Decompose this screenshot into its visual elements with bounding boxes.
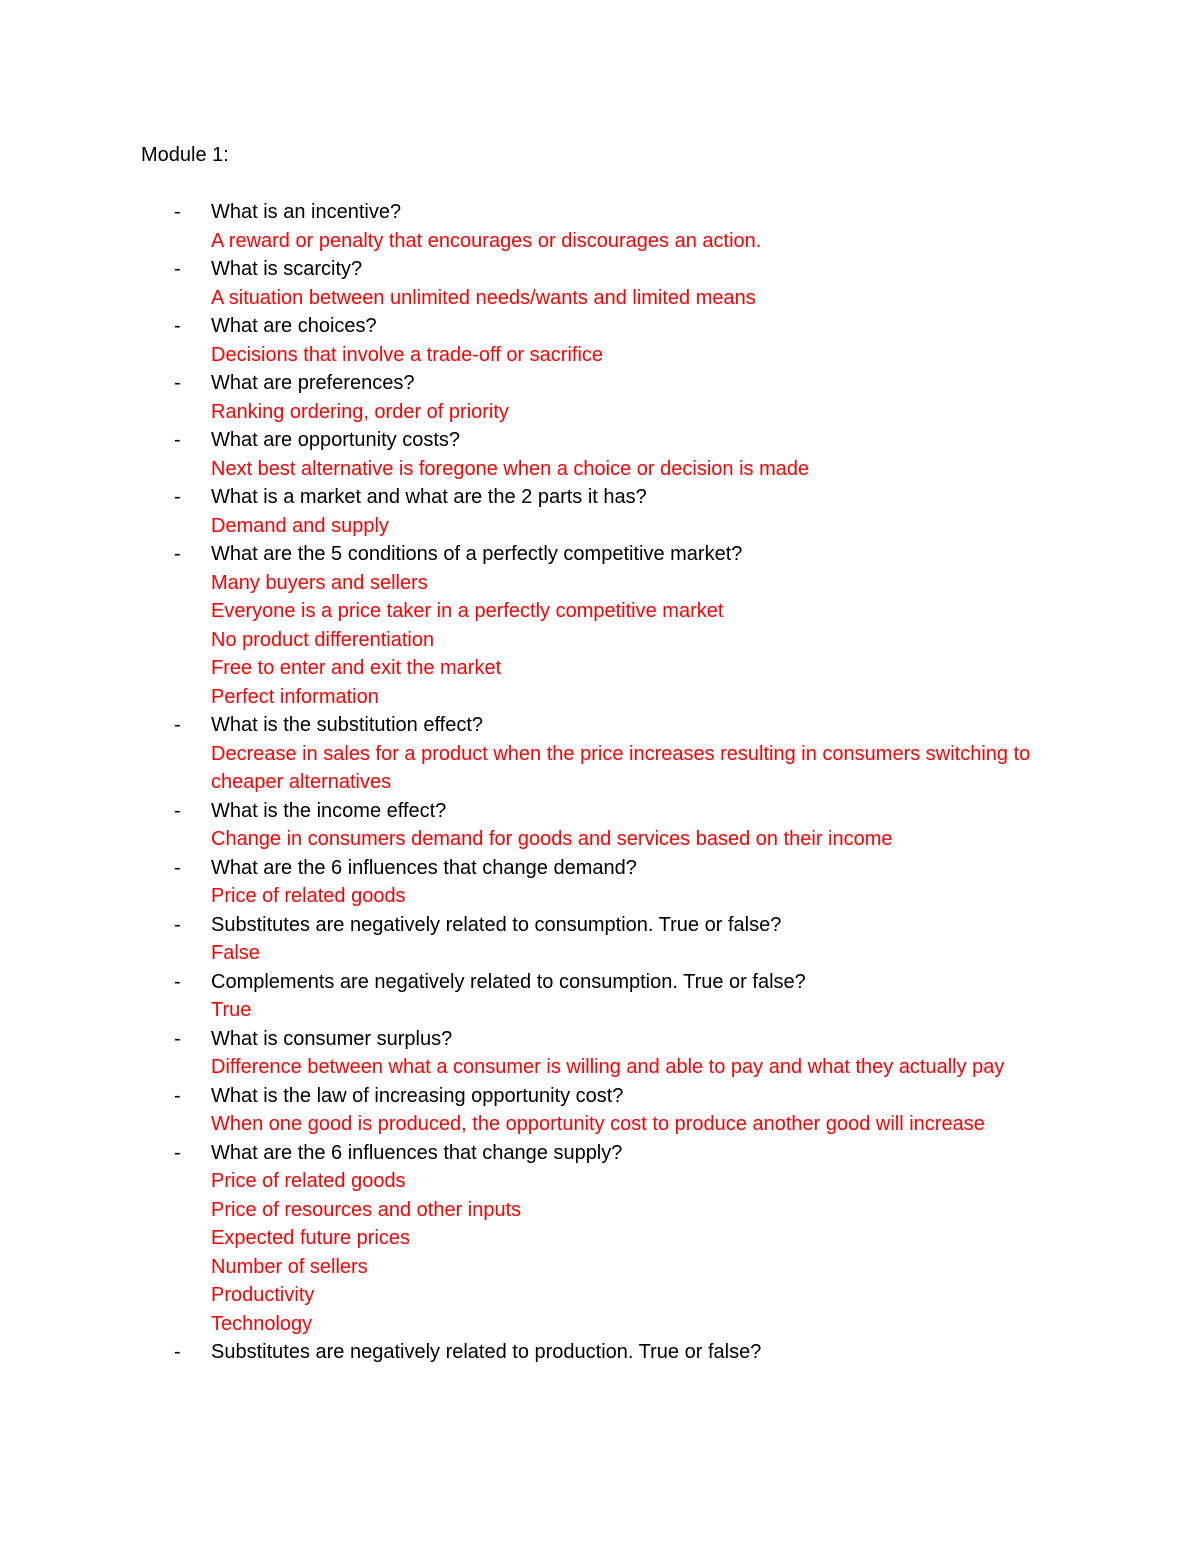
bullet-dash: - [174, 429, 181, 451]
question-text: What are the 6 influences that change demand? [211, 856, 637, 879]
question-text: Substitutes are negatively related to production. True or false? [211, 1341, 762, 1363]
question-text: What is the law of increasing opportunity cost? [211, 1084, 624, 1107]
answer-text: Next best alternative is foregone when a choice or decision is made [211, 457, 810, 480]
answer-text: Price of related goods [211, 885, 406, 907]
answer-text: Price of resources and other inputs [211, 1198, 522, 1221]
answer-text: Perfect information [211, 685, 379, 708]
list-item [0, 198, 1200, 255]
answer-text: A situation between unlimited needs/wants and limited means [211, 286, 756, 309]
answer-text: Many buyers and sellers [211, 571, 428, 594]
bullet-dash: - [174, 543, 181, 565]
bullet-dash: - [174, 1084, 181, 1107]
answer-text: Decrease in sales for a product when the price increases resulting in consumers switching to cheaper alternatives [211, 742, 1031, 793]
answer-text: True [211, 999, 252, 1021]
question-text: What is scarcity? [211, 258, 363, 280]
answer-text: Free to enter and exit the market [211, 657, 502, 679]
question-list [0, 198, 1200, 1367]
list-item [0, 711, 1200, 797]
question-text: What are choices? [211, 315, 377, 337]
question-text: Complements are negatively related to consumption. True or false? [211, 970, 806, 993]
list-item [0, 483, 1200, 540]
answer-text: Productivity [211, 1284, 315, 1306]
answer-text: Change in consumers demand for goods and services based on their income [211, 828, 893, 850]
question-text: What are the 6 influences that change supply? [211, 1141, 623, 1164]
list-item [0, 1082, 1200, 1139]
answer-text: When one good is produced, the opportunity cost to produce another good will increase [211, 1113, 985, 1135]
question-text: What is a market and what are the 2 parts it has? [211, 486, 647, 508]
list-item [0, 911, 1200, 968]
bullet-dash: - [174, 1027, 181, 1050]
list-item [0, 1139, 1200, 1339]
answer-text: Price of related goods [211, 1170, 406, 1192]
bullet-dash: - [174, 201, 181, 223]
question-text: What is an incentive? [211, 201, 402, 223]
list-item [0, 369, 1200, 426]
bullet-dash: - [174, 315, 181, 337]
bullet-dash: - [174, 714, 181, 736]
list-item [0, 968, 1200, 1025]
list-item [0, 854, 1200, 911]
bullet-dash: - [174, 913, 181, 936]
list-item [0, 797, 1200, 854]
answer-text: Technology [211, 1312, 313, 1335]
bullet-dash: - [174, 856, 181, 879]
answer-text: No product differentiation [211, 628, 435, 651]
list-item [0, 255, 1200, 312]
answer-text: Decisions that involve a trade-off or sacrifice [211, 343, 604, 366]
bullet-dash: - [174, 1141, 181, 1164]
answer-text: Expected future prices [211, 1227, 410, 1249]
bullet-dash: - [174, 970, 181, 993]
bullet-dash: - [174, 486, 181, 508]
bullet-dash: - [174, 799, 181, 822]
answer-text: Difference between what a consumer is willing and able to pay and what they actually pay [211, 1056, 1005, 1078]
question-text: What is the substitution effect? [211, 714, 484, 736]
list-item [0, 540, 1200, 711]
answer-text: A reward or penalty that encourages or discourages an action. [211, 229, 762, 252]
question-text: Substitutes are negatively related to consumption. True or false? [211, 913, 782, 936]
question-text: What is the income effect? [211, 799, 447, 822]
list-item [0, 1338, 1200, 1367]
bullet-dash: - [174, 372, 181, 394]
list-item [0, 312, 1200, 369]
question-text: What are opportunity costs? [211, 429, 461, 451]
answer-text: Everyone is a price taker in a perfectly competitive market [211, 600, 724, 622]
bullet-dash: - [174, 1341, 181, 1363]
question-text: What is consumer surplus? [211, 1027, 453, 1050]
question-text: What are the 5 conditions of a perfectly competitive market? [211, 543, 743, 565]
answer-text: Number of sellers [211, 1255, 368, 1278]
answer-text: Demand and supply [211, 514, 389, 537]
answer-text: False [211, 942, 260, 964]
answer-text: Ranking ordering, order of priority [211, 400, 509, 423]
bullet-dash: - [174, 258, 181, 280]
module-title: Module 1: [141, 144, 229, 166]
list-item [0, 426, 1200, 483]
question-text: What are preferences? [211, 372, 415, 394]
list-item [0, 1025, 1200, 1082]
